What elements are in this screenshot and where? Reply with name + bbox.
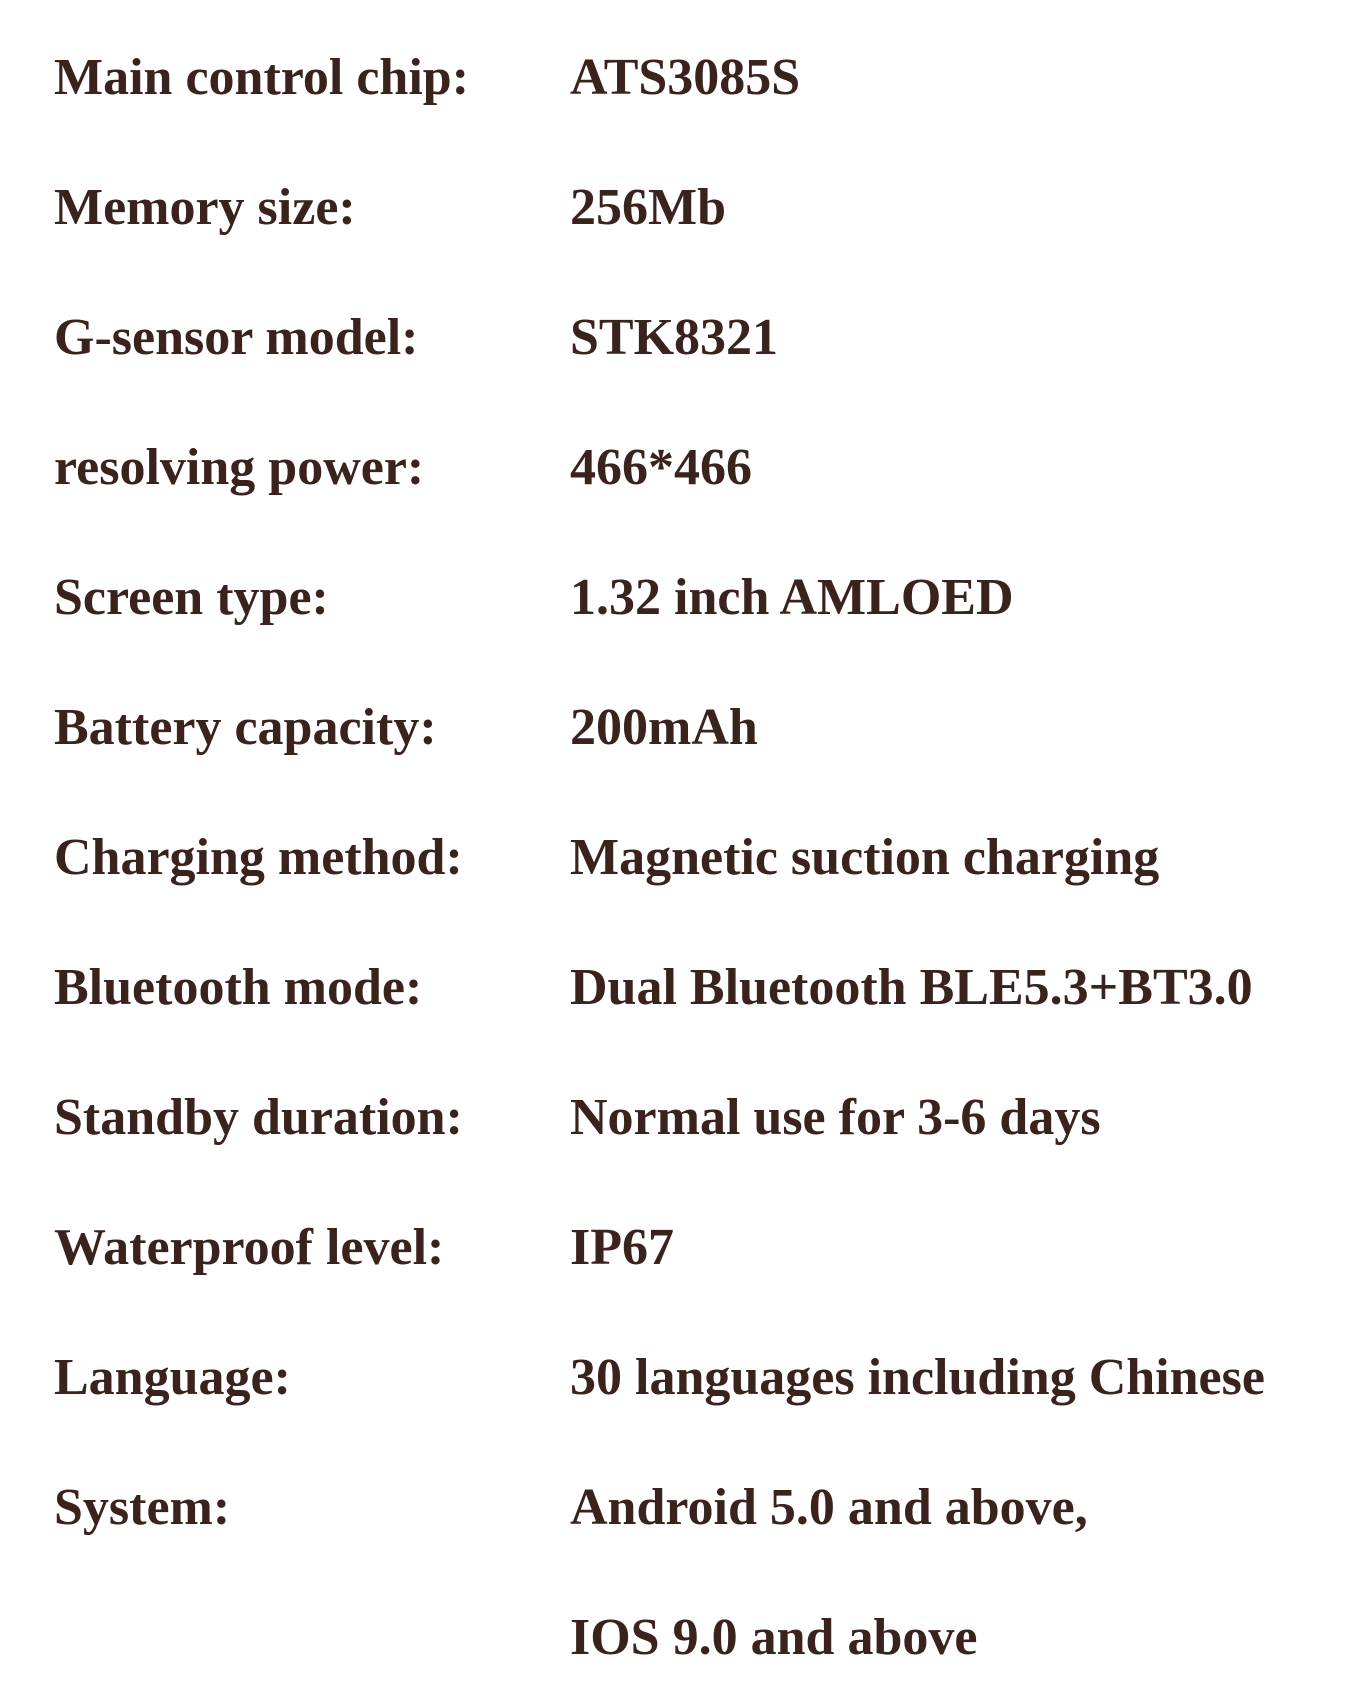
label-standby-duration: Standby duration: xyxy=(54,1089,463,1146)
value-waterproof-level: IP67 xyxy=(570,1219,674,1276)
value-charging-method: Magnetic suction charging xyxy=(570,829,1160,886)
value-language: 30 languages including Chinese xyxy=(570,1349,1265,1406)
label-main-control-chip: Main control chip: xyxy=(54,49,470,106)
label-g-sensor-model: G-sensor model: xyxy=(54,309,419,366)
value-screen-type: 1.32 inch AMLOED xyxy=(570,569,1014,626)
label-charging-method: Charging method: xyxy=(54,829,463,886)
label-resolving-power: resolving power: xyxy=(54,439,425,496)
label-bluetooth-mode: Bluetooth mode: xyxy=(54,959,423,1016)
value-memory-size: 256Mb xyxy=(570,179,726,236)
value-main-control-chip: ATS3085S xyxy=(570,49,801,106)
label-system: System: xyxy=(54,1479,231,1536)
label-language: Language: xyxy=(54,1349,291,1406)
value-standby-duration: Normal use for 3-6 days xyxy=(570,1089,1101,1146)
label-waterproof-level: Waterproof level: xyxy=(54,1219,445,1276)
value-g-sensor-model: STK8321 xyxy=(570,309,779,366)
value-battery-capacity: 200mAh xyxy=(570,699,758,756)
label-screen-type: Screen type: xyxy=(54,569,329,626)
value-system-extra: IOS 9.0 and above xyxy=(570,1609,978,1666)
label-battery-capacity: Battery capacity: xyxy=(54,699,437,756)
value-system: Android 5.0 and above, xyxy=(570,1479,1088,1536)
value-bluetooth-mode: Dual Bluetooth BLE5.3+BT3.0 xyxy=(570,959,1253,1016)
value-resolving-power: 466*466 xyxy=(570,439,752,496)
label-memory-size: Memory size: xyxy=(54,179,356,236)
